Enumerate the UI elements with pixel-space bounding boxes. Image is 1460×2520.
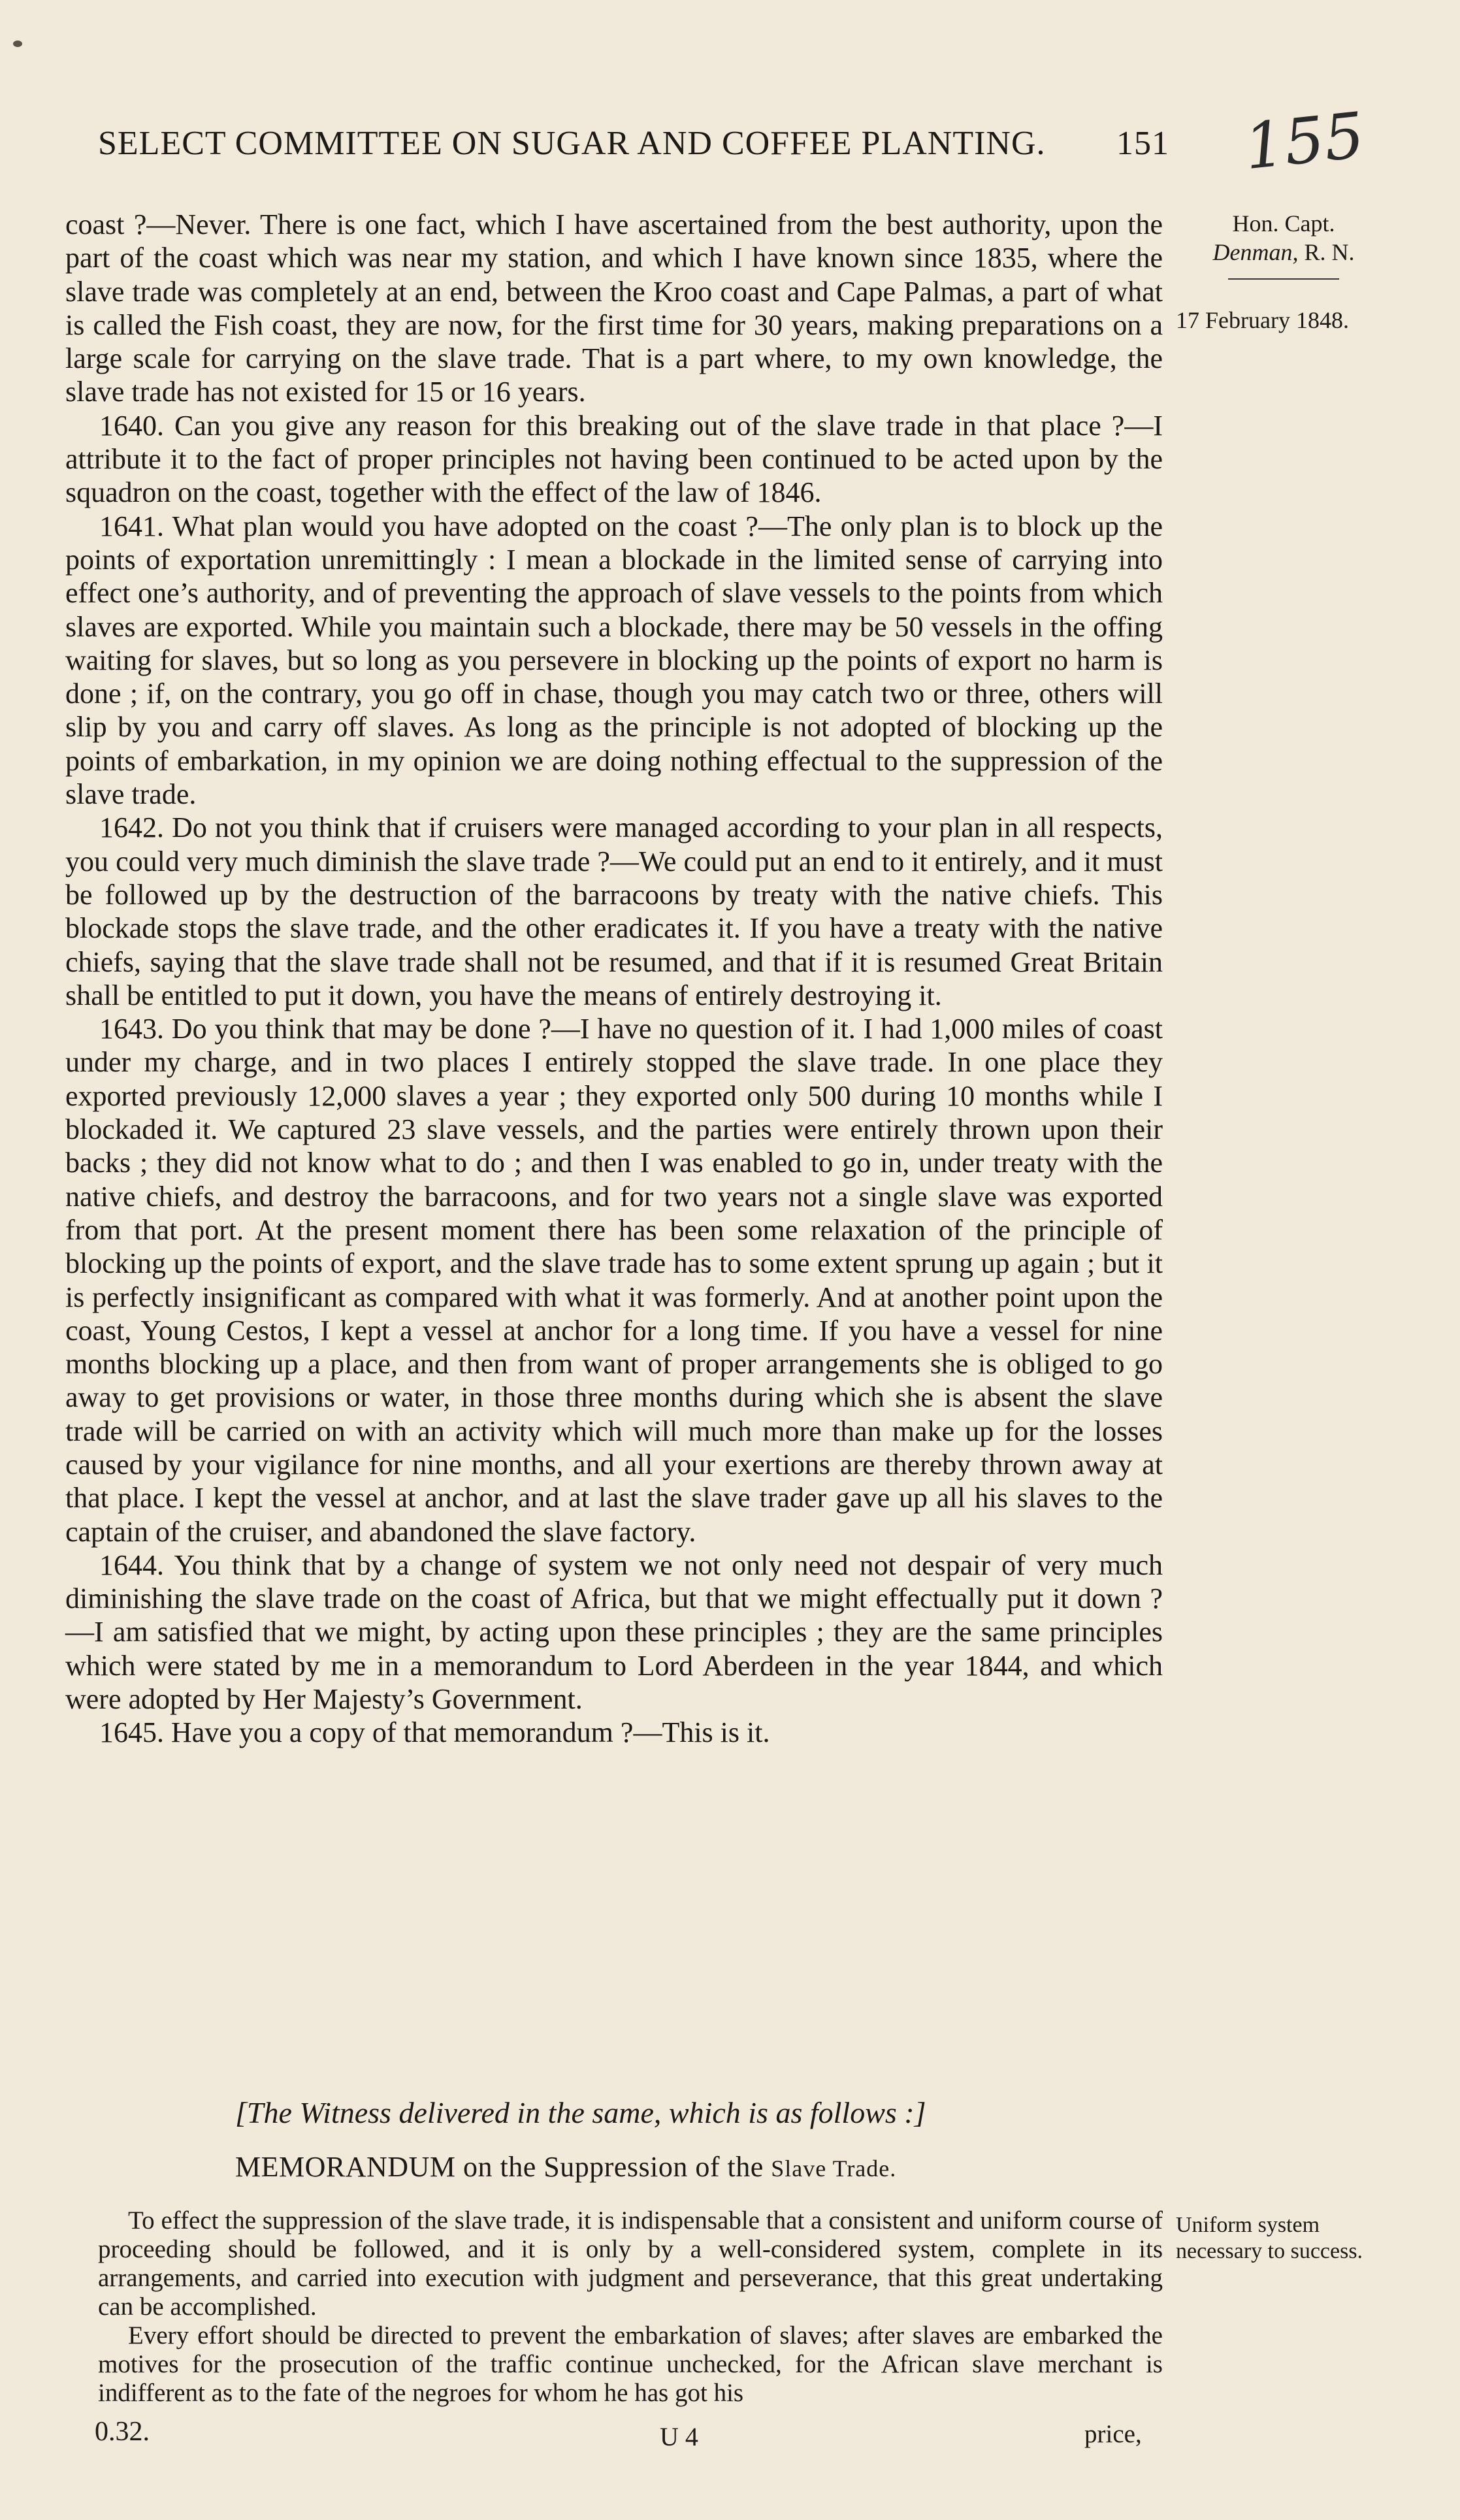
scan-speck (13, 41, 22, 47)
witness-delivery-line: [The Witness delivered in the same, which is as follows :] (235, 2096, 926, 2129)
running-header (98, 124, 1169, 163)
paragraph-1643: 1643. Do you think that may be done ?—I have no question of it. I had 1,000 miles of coast under my charge, and in two places I entirely stopped the slave trade. In one place they exported previously 12,000 slaves a year ; they exported only 500 during 10 months while I blockaded it. We captured 23 slave vessels, and the parties were entirely thrown upon their backs ; they did not know what to do ; and then I was enabled to go in, under treaty with the native chiefs, and destroy the barracoons, and for two years not a single slave was exported from that port. At the present moment there has been some relaxation of the principle of blocking up the points of export, and the slave trade has to some extent sprung up again ; but it is perfectly insignificant as compared with what it was formerly. And at another point upon the coast, Young Cestos, I kept a vessel at anchor for a long time. If you have a vessel for nine months blocking up a place, and then from want of proper arrangements she is obliged to go away to get provisions or water, in those three months during which she is absent the slave trade will be carried on with an activity which will much more than make up for the losses caused by your vigilance for nine months, and all your exertions are thereby thrown away at that place. I kept the vessel at anchor, and at last the slave trader gave up all his slaves to the captain of the cruiser, and abandoned the slave factory. (65, 1013, 1163, 1548)
testimony-body (65, 208, 1163, 1750)
margin-witness-note (1176, 209, 1391, 290)
paragraph-1642: 1642. Do not you think that if cruisers were managed according to your plan in all respects, you could very much diminish the slave trade ?—We could put an end to it entirely, and it must be followed up by the destruction of the barracoons by treaty with the native chiefs. This blockade stops the slave trade, and the other eradicates it. If you have a treaty with the native chiefs, saying that the slave trade shall not be resumed, and that if it is resumed Great Britain shall be entitled to put it down, you have the means of entirely destroying it. (65, 811, 1163, 1011)
memo-paragraph: Every effort should be directed to prevent the embarkation of slaves; after slaves are embarked the motives for the prosecution of the traffic continue unchecked, for the African slave merchant is indifferent as to the fate of the negroes for whom he has got his (98, 2321, 1163, 2407)
paragraph-1644: 1644. You think that by a change of system we not only need not despair of very much diminishing the slave trade on the coast of Africa, but that we might effectually put it down ?—I am satisfied that we might, by acting upon these principles ; they are the same principles which were stated by me in a memorandum to Lord Aberdeen in the year 1844, and which were adopted by Her Majesty’s Government. (65, 1548, 1163, 1716)
margin-date: 17 February 1848. (1176, 307, 1349, 333)
memo-heading-lead: MEMORANDUM on the Suppression of the (235, 2151, 764, 2183)
memo-paragraph: To effect the suppression of the slave trade, it is indispensable that a consistent and uniform course of proceeding should be followed, and it is only by a well-considered system, complete in its arrangements, and carried into execution with judgment and perseverance, that this great undertaking can be accomplished. (98, 2206, 1163, 2321)
paragraph-continuation: coast ?—Never. There is one fact, which I have ascertained from the best authority, upon the part of the coast which was near my station, and which I have known since 1835, where the slave trade was completely at an end, between the Kroo coast and Cape Palmas, a part of what is called the Fish coast, they are now, for the first time for 30 years, making preparations on a large scale for carrying on the slave trade. That is a part where, to my own knowledge, the slave trade has not existed for 15 or 16 years. (65, 208, 1163, 408)
witness-name: Denman, (1212, 239, 1299, 265)
catchword: price, (1084, 2420, 1142, 2448)
memorandum-body (98, 2206, 1163, 2408)
memorandum-heading (235, 2150, 896, 2184)
witness-title: Hon. Capt. (1232, 210, 1335, 237)
witness-suffix: R. N. (1304, 239, 1355, 265)
gathering-signature: U 4 (660, 2422, 698, 2451)
margin-rule (1228, 278, 1339, 280)
signature-mark: 0.32. (95, 2417, 150, 2447)
header-title: SELECT COMMITTEE ON SUGAR AND COFFEE PLANTING. (98, 125, 1046, 162)
page-number: 151 (1116, 125, 1169, 162)
paragraph-1641: 1641. What plan would you have adopted on the coast ?—The only plan is to block up the points of exportation unremittingly : I mean a blockade in the limited sense of carrying into effect one’s authority, and of preventing the approach of slave vessels to the points from which slaves are exported. While you maintain such a blockade, there may be 50 vessels in the offing waiting for slaves, but so long as you persevere in blocking up the points of export no harm is done ; if, on the contrary, you go off in chase, though you may catch two or three, others will slip by you and carry off slaves. As long as the principle is not adopted of blocking up the points of embarkation, in my opinion we are doing nothing effectual to the suppression of the slave trade. (65, 510, 1163, 811)
paragraph-1640: 1640. Can you give any reason for this breaking out of the slave trade in that place ?—I attribute it to the fact of proper principles not having been continued to be acted upon by the squadron on the coast, together with the effect of the law of 1846. (65, 409, 1163, 509)
margin-memo-note: Uniform system necessary to success. (1176, 2213, 1363, 2263)
handwritten-folio-number: 155 (1241, 98, 1368, 184)
paragraph-1645: 1645. Have you a copy of that memorandum ?—This is it. (99, 1716, 770, 1749)
memo-heading-smallcaps: Slave Trade. (771, 2155, 897, 2182)
